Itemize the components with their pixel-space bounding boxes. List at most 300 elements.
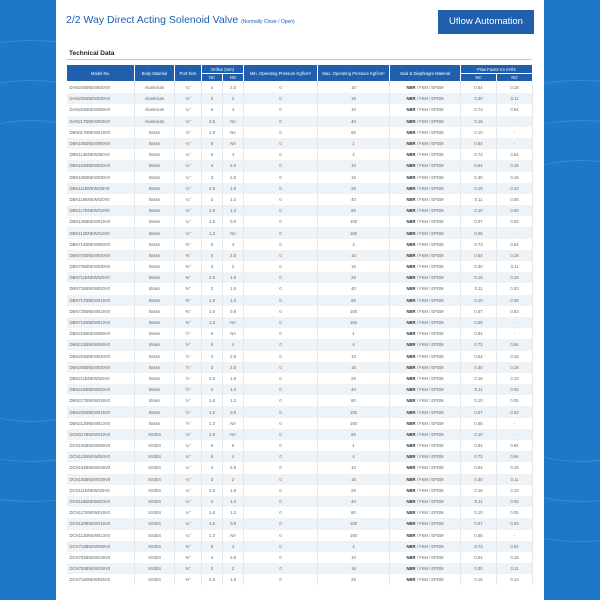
seal-alternatives: / FKM / EPDM (416, 465, 444, 471)
cell-port-size: ¼" (175, 496, 202, 507)
cell-body-material: SS304 (135, 507, 175, 518)
seal-primary: NBR (406, 241, 416, 247)
cell-seal-material (390, 306, 461, 317)
cell-model-no: DAN204BNEW040V0 (67, 82, 135, 94)
cell-orifice-no: 1.8 (223, 574, 244, 585)
cell-flow-no: 0.54 (497, 239, 533, 250)
cell-seal-material (390, 451, 461, 462)
cell-max-pressure: 4 (318, 339, 390, 350)
cell-max-pressure: 150 (318, 418, 390, 429)
cell-port-size: ½" (175, 418, 202, 429)
cell-orifice-no: 2.5 (223, 160, 244, 171)
cell-flow-no: - (497, 127, 533, 138)
cell-seal-material (390, 172, 461, 183)
cell-seal-material (390, 272, 461, 283)
cell-flow-no: - (497, 317, 533, 328)
cell-orifice-no: 1.8 (223, 183, 244, 194)
cell-orifice-no: 2.5 (223, 552, 244, 563)
cell-port-size: ½" (175, 384, 202, 395)
cell-orifice-no: 0.9 (223, 406, 244, 417)
cell-flow-no: - (497, 227, 533, 238)
cell-flow-nc: 0.07 (461, 306, 497, 317)
seal-alternatives: / FKM / EPDM (416, 252, 444, 258)
cell-seal-material (390, 485, 461, 496)
cell-port-size: ¼" (175, 160, 202, 171)
cell-model-no: DCN711BNEW025V0 (67, 574, 135, 585)
seal-alternatives: / FKM / EPDM (416, 476, 444, 482)
cell-port-size: ¼" (175, 530, 202, 541)
cell-min-pressure: 0 (244, 373, 318, 384)
cell-max-pressure: 60 (318, 127, 390, 138)
cell-max-pressure: 10 (318, 82, 390, 94)
cell-port-size: ¼" (175, 194, 202, 205)
seal-primary: NBR (406, 96, 416, 102)
cell-flow-no: 0.05 (497, 507, 533, 518)
seal-alternatives: / FKM / EPDM (416, 342, 444, 348)
cell-orifice-nc: 3 (202, 172, 223, 183)
cell-model-no: DBN204BNEW040V0 (67, 351, 135, 362)
cell-min-pressure: 0 (244, 429, 318, 440)
table-row (67, 194, 533, 205)
cell-body-material: SS304 (135, 429, 175, 440)
cell-body-material: Brass (135, 317, 175, 328)
cell-flow-no: 0.03 (497, 283, 533, 294)
cell-seal-material (390, 418, 461, 429)
cell-flow-no: 0.10 (497, 373, 533, 384)
cell-flow-no: 0.11 (497, 474, 533, 485)
cell-model-no: DBN220BNEW015V0 (67, 406, 135, 417)
cell-orifice-nc: 5 (202, 239, 223, 250)
seal-alternatives: / FKM / EPDM (416, 275, 444, 281)
cell-flow-no: 0.16 (497, 462, 533, 473)
cell-model-no: DBN105BNEW060V0 (67, 138, 135, 149)
cell-flow-no: 0.10 (497, 272, 533, 283)
seal-primary: NBR (406, 163, 416, 169)
cell-model-no: DCN112BNEW013V0 (67, 530, 135, 541)
cell-max-pressure: 40 (318, 384, 390, 395)
cell-body-material: SS304 (135, 541, 175, 552)
table-row (67, 574, 533, 585)
cell-port-size: ¼" (175, 138, 202, 149)
datasheet-page (56, 0, 544, 600)
table-row (67, 373, 533, 384)
cell-flow-nc: 0.54 (461, 462, 497, 473)
cell-orifice-nc: 3 (202, 563, 223, 574)
cell-flow-no: 0.03 (497, 306, 533, 317)
cell-seal-material (390, 373, 461, 384)
cell-body-material: Brass (135, 149, 175, 160)
cell-flow-no: 0.10 (497, 574, 533, 585)
cell-orifice-no: 4 (223, 149, 244, 160)
cell-orifice-no: NA (223, 530, 244, 541)
cell-port-size: ½" (175, 328, 202, 339)
cell-seal-material (390, 339, 461, 350)
cell-orifice-no: 1.8 (223, 373, 244, 384)
cell-flow-nc: 0.30 (461, 563, 497, 574)
cell-model-no: DCN111BNEW025V0 (67, 485, 135, 496)
cell-body-material: Brass (135, 272, 175, 283)
cell-model-no: DCN105BNEW060V0 (67, 440, 135, 451)
cell-min-pressure: 0 (244, 205, 318, 216)
seal-alternatives: / FKM / EPDM (416, 398, 444, 404)
header-port-size: Port Size (175, 65, 202, 82)
cell-seal-material (390, 93, 461, 104)
cell-orifice-nc: 4 (202, 160, 223, 171)
cell-min-pressure: 0 (244, 250, 318, 261)
seal-primary: NBR (406, 308, 416, 314)
cell-orifice-nc: 2 (202, 496, 223, 507)
cell-body-material: Brass (135, 373, 175, 384)
cell-max-pressure: 16 (318, 362, 390, 373)
table-row (67, 250, 533, 261)
cell-body-material: Aluminium (135, 93, 175, 104)
cell-body-material: SS304 (135, 462, 175, 473)
cell-flow-nc: 0.73 (461, 149, 497, 160)
cell-body-material: Brass (135, 205, 175, 216)
table-row (67, 93, 533, 104)
cell-min-pressure: 0 (244, 160, 318, 171)
cell-orifice-nc: 6 (202, 440, 223, 451)
cell-body-material: Brass (135, 160, 175, 171)
cell-flow-no: 0.16 (497, 250, 533, 261)
table-row (67, 104, 533, 115)
seal-alternatives: / FKM / EPDM (416, 264, 444, 270)
header-flow-no: NO (497, 74, 533, 82)
cell-orifice-nc: 1.3 (202, 227, 223, 238)
cell-body-material: SS304 (135, 518, 175, 529)
cell-min-pressure: 0 (244, 574, 318, 585)
cell-port-size: ½" (175, 362, 202, 373)
cell-flow-nc: 0.54 (461, 552, 497, 563)
cell-model-no: DBN111BNEW025V0 (67, 183, 135, 194)
cell-port-size: ½" (175, 406, 202, 417)
cell-port-size: ½" (175, 373, 202, 384)
cell-port-size: ¼" (175, 227, 202, 238)
cell-port-size: ¼" (175, 451, 202, 462)
cell-max-pressure: 10 (318, 552, 390, 563)
seal-primary: NBR (406, 465, 416, 471)
cell-flow-nc: 0.73 (461, 451, 497, 462)
cell-max-pressure: 40 (318, 283, 390, 294)
cell-orifice-no: NA (223, 317, 244, 328)
cell-orifice-no: 1.8 (223, 485, 244, 496)
cell-orifice-no: 2.5 (223, 250, 244, 261)
cell-model-no: DAN217BNEW025V0 (67, 116, 135, 127)
cell-min-pressure: 0 (244, 172, 318, 183)
header-max-pressure: Max. Operating Pressure Kgf/cm² (318, 65, 390, 82)
cell-orifice-nc: 2.5 (202, 373, 223, 384)
cell-min-pressure: 0 (244, 127, 318, 138)
cell-body-material: Brass (135, 250, 175, 261)
cell-seal-material (390, 317, 461, 328)
cell-min-pressure: 0 (244, 216, 318, 227)
cell-flow-no: - (497, 418, 533, 429)
cell-orifice-nc: 1.8 (202, 395, 223, 406)
cell-orifice-no: NA (223, 127, 244, 138)
cell-orifice-nc: 5 (202, 451, 223, 462)
seal-alternatives: / FKM / EPDM (416, 443, 444, 449)
cell-flow-nc: 0.16 (461, 485, 497, 496)
cell-port-size: ⅛" (175, 429, 202, 440)
cell-orifice-no: NA (223, 418, 244, 429)
seal-alternatives: / FKM / EPDM (416, 297, 444, 303)
cell-orifice-nc: 1.5 (202, 406, 223, 417)
table-row (67, 384, 533, 395)
cell-body-material: Brass (135, 406, 175, 417)
cell-flow-no: 0.10 (497, 485, 533, 496)
cell-max-pressure: 1 (318, 138, 390, 149)
cell-orifice-no: 1.3 (223, 384, 244, 395)
cell-flow-nc: 0.73 (461, 541, 497, 552)
cell-body-material: Brass (135, 127, 175, 138)
cell-model-no: DCN713BNEW050V0 (67, 541, 135, 552)
seal-alternatives: / FKM / EPDM (416, 566, 444, 572)
cell-max-pressure: 150 (318, 227, 390, 238)
cell-orifice-no: NA (223, 138, 244, 149)
cell-orifice-nc: 4 (202, 462, 223, 473)
cell-seal-material (390, 250, 461, 261)
seal-alternatives: / FKM / EPDM (416, 196, 444, 202)
cell-port-size: ¼" (175, 93, 202, 104)
cell-seal-material (390, 384, 461, 395)
cell-orifice-no: 2 (223, 474, 244, 485)
cell-seal-material (390, 149, 461, 160)
cell-max-pressure: 16 (318, 474, 390, 485)
table-row (67, 440, 533, 451)
cell-min-pressure: 0 (244, 451, 318, 462)
cell-body-material: Aluminium (135, 104, 175, 115)
cell-min-pressure: 0 (244, 339, 318, 350)
cell-port-size: ⅜" (175, 306, 202, 317)
cell-port-size: ¼" (175, 474, 202, 485)
cell-orifice-nc: 2 (202, 384, 223, 395)
cell-min-pressure: 0 (244, 328, 318, 339)
cell-flow-no: 0.11 (497, 563, 533, 574)
seal-primary: NBR (406, 554, 416, 560)
seal-primary: NBR (406, 499, 416, 505)
cell-flow-nc: 0.73 (461, 104, 497, 115)
table-row (67, 116, 533, 127)
cell-model-no: DBN216BNEW020V0 (67, 384, 135, 395)
cell-orifice-no: 4 (223, 239, 244, 250)
cell-flow-nc: 0.10 (461, 395, 497, 406)
cell-body-material: SS304 (135, 574, 175, 585)
cell-orifice-nc: 4 (202, 82, 223, 94)
cell-min-pressure: 0 (244, 395, 318, 406)
seal-primary: NBR (406, 208, 416, 214)
cell-orifice-nc: 1.8 (202, 127, 223, 138)
cell-port-size: ⅜" (175, 261, 202, 272)
cell-port-size: ¼" (175, 462, 202, 473)
cell-flow-no: 0.16 (497, 172, 533, 183)
cell-orifice-no: 0.9 (223, 306, 244, 317)
table-row (67, 339, 533, 350)
cell-flow-nc: 0.73 (461, 339, 497, 350)
cell-min-pressure: 0 (244, 462, 318, 473)
cell-flow-no: 0.05 (497, 496, 533, 507)
cell-flow-nc: 0.30 (461, 172, 497, 183)
cell-seal-material (390, 328, 461, 339)
table-row (67, 283, 533, 294)
table-row (67, 362, 533, 373)
cell-max-pressure: 25 (318, 574, 390, 585)
cell-model-no: DCN705BNEW030V0 (67, 563, 135, 574)
cell-max-pressure: 10 (318, 160, 390, 171)
cell-orifice-no: 1.3 (223, 295, 244, 306)
cell-model-no: DCN117BNEW018V0 (67, 507, 135, 518)
cell-min-pressure: 0 (244, 306, 318, 317)
cell-max-pressure: 150 (318, 530, 390, 541)
cell-orifice-nc: 2.5 (202, 485, 223, 496)
cell-orifice-nc: 4 (202, 351, 223, 362)
cell-min-pressure: 0 (244, 261, 318, 272)
cell-min-pressure: 0 (244, 138, 318, 149)
cell-orifice-nc: 1.3 (202, 418, 223, 429)
cell-model-no: DBN104BNEW040V0 (67, 160, 135, 171)
cell-body-material: Brass (135, 216, 175, 227)
cell-orifice-no: 0.9 (223, 216, 244, 227)
cell-seal-material (390, 563, 461, 574)
cell-flow-nc: 0.16 (461, 574, 497, 585)
cell-model-no: DBN112BNEW013V0 (67, 227, 135, 238)
cell-model-no: DCN120BNEW015V0 (67, 518, 135, 529)
cell-flow-no: 0.03 (497, 406, 533, 417)
table-row (67, 272, 533, 283)
seal-primary: NBR (406, 219, 416, 225)
cell-orifice-nc: 5 (202, 339, 223, 350)
seal-alternatives: / FKM / EPDM (416, 454, 444, 460)
seal-alternatives: / FKM / EPDM (416, 554, 444, 560)
seal-alternatives: / FKM / EPDM (416, 387, 444, 393)
cell-flow-nc: 0.73 (461, 239, 497, 250)
cell-min-pressure: 0 (244, 530, 318, 541)
cell-flow-no: - (497, 530, 533, 541)
cell-orifice-nc: 2 (202, 283, 223, 294)
cell-max-pressure: 25 (318, 272, 390, 283)
cell-flow-nc: 0.07 (461, 406, 497, 417)
cell-flow-no: 0.05 (497, 384, 533, 395)
table-row (67, 205, 533, 216)
cell-orifice-no: 1.3 (223, 205, 244, 216)
cell-orifice-no: NA (223, 429, 244, 440)
header-seal-material: Seal & Diaphragm Material (390, 65, 461, 82)
seal-primary: NBR (406, 252, 416, 258)
table-row (67, 127, 533, 138)
header-min-pressure: Min. Operating Pressure Kgf/cm² (244, 65, 318, 82)
table-row (67, 351, 533, 362)
cell-flow-nc: 0.84 (461, 138, 497, 149)
cell-min-pressure: 0 (244, 239, 318, 250)
cell-min-pressure: 0 (244, 351, 318, 362)
cell-port-size: ¼" (175, 507, 202, 518)
table-row (67, 216, 533, 227)
cell-max-pressure: 25 (318, 183, 390, 194)
cell-flow-nc: 0.10 (461, 205, 497, 216)
cell-seal-material (390, 530, 461, 541)
cell-orifice-no: 1.8 (223, 272, 244, 283)
cell-port-size: ⅜" (175, 563, 202, 574)
cell-seal-material (390, 440, 461, 451)
cell-max-pressure: 60 (318, 205, 390, 216)
cell-flow-no: 0.05 (497, 205, 533, 216)
cell-max-pressure: 100 (318, 306, 390, 317)
cell-max-pressure: 40 (318, 116, 390, 127)
cell-max-pressure: 4 (318, 239, 390, 250)
cell-orifice-nc: 2.5 (202, 116, 223, 127)
cell-max-pressure: 40 (318, 194, 390, 205)
seal-alternatives: / FKM / EPDM (416, 163, 444, 169)
cell-seal-material (390, 541, 461, 552)
table-row (67, 261, 533, 272)
seal-primary: NBR (406, 196, 416, 202)
cell-orifice-nc: 3 (202, 362, 223, 373)
cell-max-pressure: 60 (318, 295, 390, 306)
cell-body-material: SS304 (135, 451, 175, 462)
cell-seal-material (390, 362, 461, 373)
table-row (67, 541, 533, 552)
table-row (67, 183, 533, 194)
cell-body-material: Aluminium (135, 116, 175, 127)
cell-port-size: ½" (175, 351, 202, 362)
cell-body-material: Brass (135, 239, 175, 250)
seal-primary: NBR (406, 342, 416, 348)
cell-seal-material (390, 429, 461, 440)
cell-seal-material (390, 216, 461, 227)
cell-flow-nc: 0.30 (461, 362, 497, 373)
cell-flow-no: - (497, 138, 533, 149)
cell-body-material: SS304 (135, 440, 175, 451)
cell-body-material: Aluminium (135, 82, 175, 94)
cell-flow-no: 0.11 (497, 93, 533, 104)
table-row (67, 496, 533, 507)
seal-alternatives: / FKM / EPDM (416, 174, 444, 180)
seal-alternatives: / FKM / EPDM (416, 230, 444, 236)
seal-alternatives: / FKM / EPDM (416, 487, 444, 493)
cell-port-size: ¼" (175, 116, 202, 127)
table-row (67, 485, 533, 496)
cell-flow-nc: 0.05 (461, 317, 497, 328)
cell-seal-material (390, 104, 461, 115)
cell-port-size: ⅛" (175, 127, 202, 138)
table-row (67, 507, 533, 518)
cell-min-pressure: 0 (244, 317, 318, 328)
header-flow-nc: NC (461, 74, 497, 82)
cell-orifice-nc: 1.8 (202, 429, 223, 440)
seal-alternatives: / FKM / EPDM (416, 107, 444, 113)
cell-orifice-nc: 1.8 (202, 205, 223, 216)
cell-model-no: DBN705BNEW030V0 (67, 261, 135, 272)
cell-port-size: ½" (175, 339, 202, 350)
cell-flow-no: - (497, 328, 533, 339)
cell-max-pressure: 10 (318, 104, 390, 115)
table-row (67, 462, 533, 473)
cell-min-pressure: 0 (244, 518, 318, 529)
cell-flow-nc: 0.16 (461, 183, 497, 194)
seal-alternatives: / FKM / EPDM (416, 409, 444, 415)
table-row (67, 552, 533, 563)
table-body (67, 82, 533, 586)
cell-model-no: DBN116BNEW020V0 (67, 194, 135, 205)
cell-body-material: SS304 (135, 474, 175, 485)
cell-min-pressure: 0 (244, 116, 318, 127)
cell-port-size: ¼" (175, 82, 202, 94)
cell-min-pressure: 0 (244, 82, 318, 94)
cell-seal-material (390, 116, 461, 127)
table-row (67, 328, 533, 339)
cell-seal-material (390, 518, 461, 529)
cell-orifice-nc: 5 (202, 104, 223, 115)
cell-flow-nc: 0.30 (461, 474, 497, 485)
